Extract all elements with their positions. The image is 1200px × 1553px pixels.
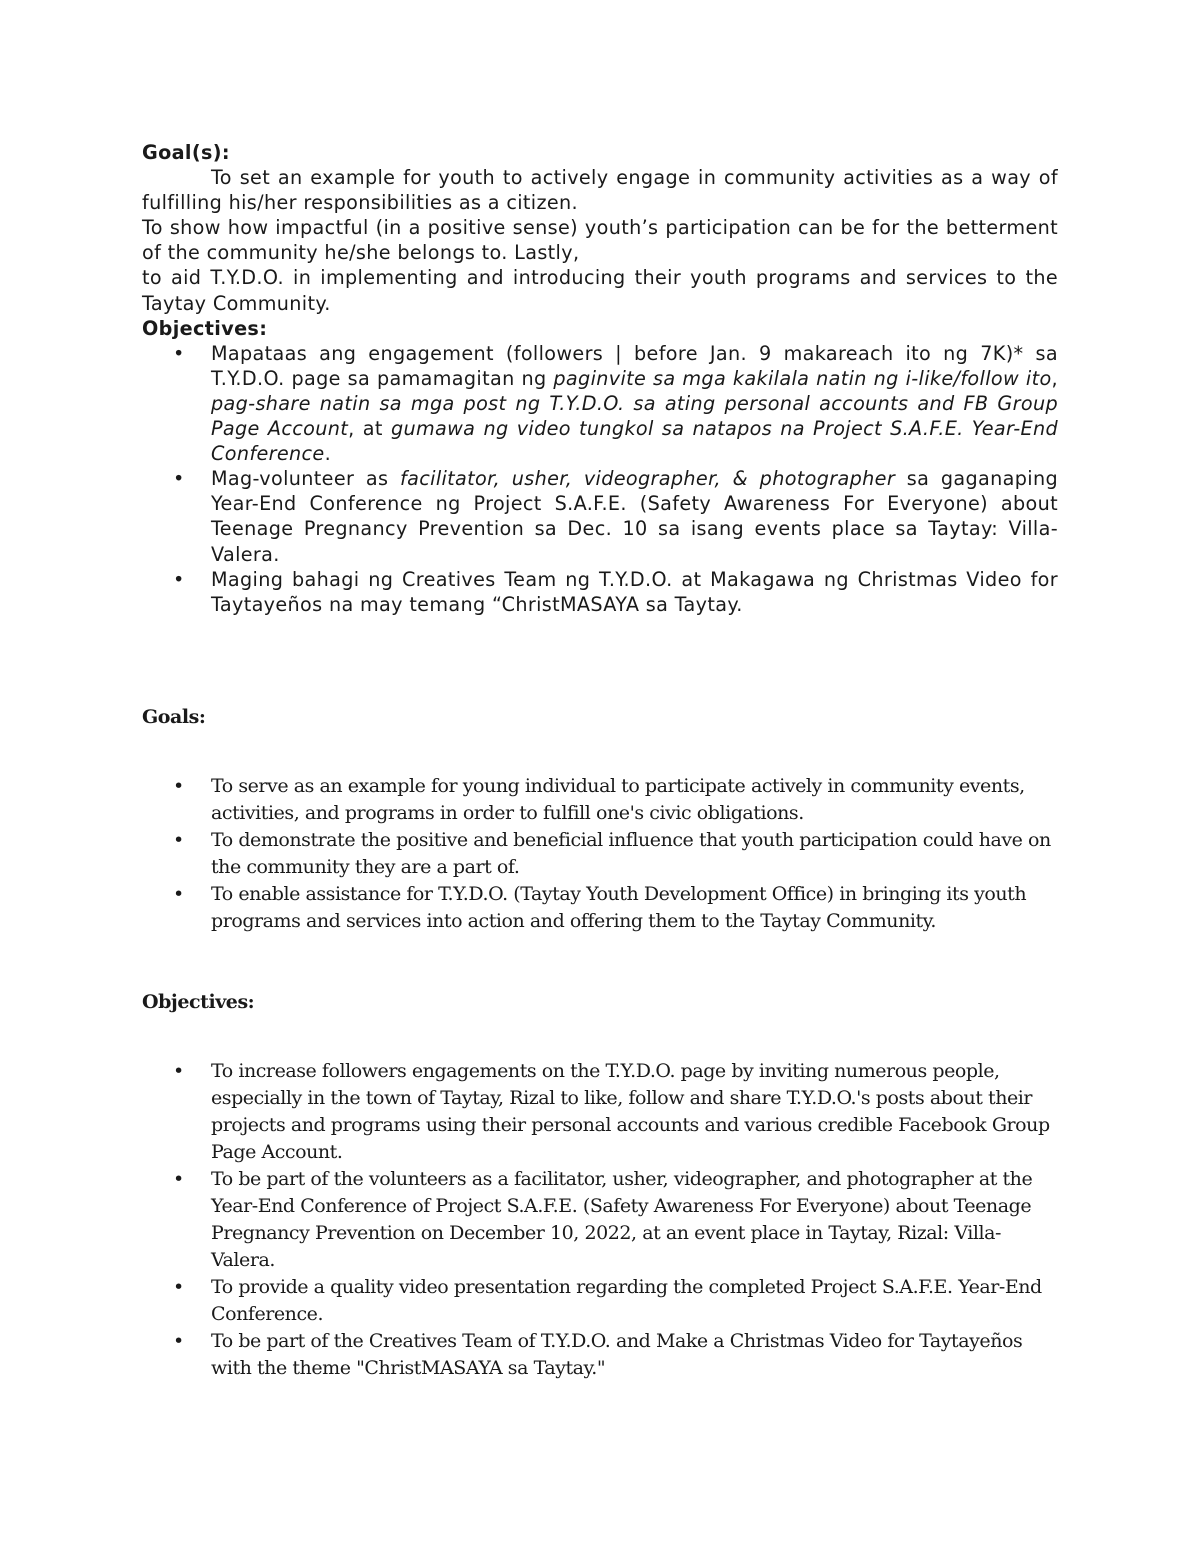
- objective-item: [173, 1274, 1062, 1328]
- bullet-icon: •: [173, 1060, 184, 1082]
- bullet-icon: •: [173, 567, 185, 591]
- objectives-heading: Objectives:: [142, 316, 268, 340]
- objective-text: To increase followers engagements on the T.Y.D.O. page by inviting numerous people, especially in the town of Taytay, Rizal to like, follow and share T.Y.D.O.'s posts about their projects and programs using their personal accounts and various credible Facebook Group Page Account.: [211, 1060, 1050, 1163]
- bullet-icon: •: [173, 1168, 184, 1190]
- objective-text: To provide a quality video presentation regarding the completed Project S.A.F.E. Year-End Conference.: [211, 1276, 1042, 1325]
- goal-paragraph-3: to aid T.Y.D.O. in implementing and introducing their youth programs and services to the Taytay Community.: [142, 266, 1058, 315]
- objectives-list: [142, 341, 1058, 617]
- bullet-icon: •: [173, 829, 184, 851]
- draft-section: [142, 140, 1058, 617]
- objectives-heading-2: Objectives:: [142, 991, 255, 1013]
- objective-italic-text: paginvite sa mga kakilala natin ng i-like/follow ito: [553, 366, 1052, 390]
- objective-text: Mag-volunteer as: [211, 467, 401, 491]
- objective-text: Maging bahagi ng Creatives Team ng T.Y.D.O. at Makagawa ng Christmas Video for Taytayeños na may temang “ChristMASAYA sa Taytay.: [211, 567, 1058, 616]
- bullet-icon: •: [173, 1330, 184, 1352]
- bullet-icon: •: [173, 1276, 184, 1298]
- goals-heading: Goals:: [142, 706, 206, 728]
- goals-list: [142, 773, 1062, 935]
- goal-text: To enable assistance for T.Y.D.O. (Taytay Youth Development Office) in bringing its youth programs and services into action and offering them to the Taytay Community.: [211, 883, 1027, 932]
- bullet-icon: •: [173, 341, 185, 365]
- objective-text: Mapataas ang engagement (followers | before Jan. 9 makareach ito ng 7K)* sa T.Y.D.O. page sa pamamagitan ng: [211, 341, 1058, 390]
- goal-item: [173, 881, 1062, 935]
- objective-item: [173, 466, 1059, 566]
- goal-item: [173, 773, 1062, 827]
- goal-paragraph-1: To set an example for youth to actively engage in community activities as a way of fulfilling his/her responsibilities as a citizen.: [142, 166, 1058, 215]
- goal-paragraph-2: To show how impactful (in a positive sense) youth’s participation can be for the betterment of the community he/she belongs to. Lastly,: [142, 216, 1058, 265]
- objective-text: , at: [348, 417, 391, 441]
- bullet-icon: •: [173, 467, 185, 491]
- objective-text: ,: [1051, 366, 1058, 390]
- objective-item: [173, 567, 1058, 617]
- bullet-icon: •: [173, 775, 184, 797]
- objective-italic-text: pag-share natin sa mga post ng T.Y.D.O. sa ating personal accounts and FB Group Page Account: [211, 391, 1058, 441]
- objective-text: sa gaganaping Year-End Conference ng Project S.A.F.E. (Safety Awareness For Everyone) about Teenage Pregnancy Prevention sa Dec. 10 sa isang events place sa Taytay: Villa-Valera.: [211, 467, 1059, 566]
- objective-text: .: [324, 442, 332, 466]
- objective-text: To be part of the volunteers as a facilitator, usher, videographer, and photographer at the Year-End Conference of Project S.A.F.E. (Safety Awareness For Everyone) about Teenage Pregnancy Prevention on December 10, 2022, at an event place in Taytay, Rizal: Villa-Valera.: [211, 1168, 1033, 1271]
- goal-text: To serve as an example for young individual to participate actively in community events, activities, and programs in order to fulfill one's civic obligations.: [211, 775, 1025, 824]
- objectives-list-2: [142, 1058, 1062, 1382]
- goal-heading: Goal(s):: [142, 141, 230, 164]
- objective-item: [173, 1058, 1062, 1166]
- final-section: [142, 704, 1062, 1382]
- goal-text: To demonstrate the positive and beneficial influence that youth participation could have on the community they are a part of.: [211, 829, 1051, 878]
- objective-italic-text: facilitator, usher, videographer, & photographer: [400, 467, 896, 491]
- objective-text: To be part of the Creatives Team of T.Y.D.O. and Make a Christmas Video for Taytayeños with the theme "ChristMASAYA sa Taytay.": [211, 1330, 1023, 1379]
- objective-item: [173, 341, 1058, 466]
- objective-item: [173, 1328, 1062, 1382]
- goal-item: [173, 827, 1062, 881]
- bullet-icon: •: [173, 883, 184, 905]
- objective-item: [173, 1166, 1062, 1274]
- objective-italic-text: gumawa ng video tungkol sa natapos na Project S.A.F.E. Year-End Conference: [211, 417, 1058, 466]
